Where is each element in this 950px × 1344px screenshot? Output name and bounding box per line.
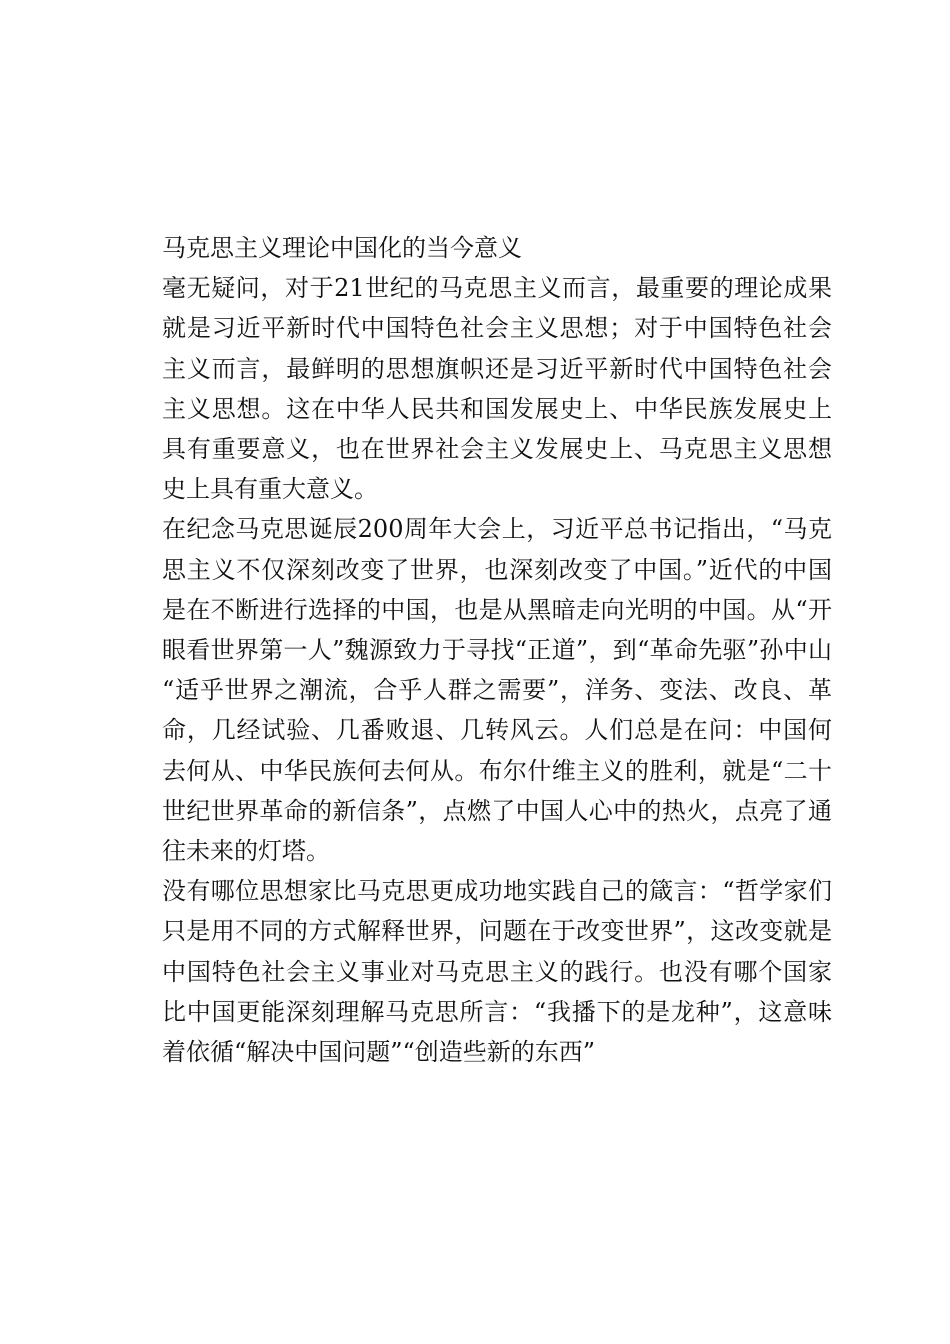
- document-title: 马克思主义理论中国化的当今意义: [162, 234, 522, 262]
- paragraph-3: 没有哪位思想家比马克思更成功地实践自己的箴言：“哲学家们只是用不同的方式解释世界，问题在于改变世界”，这改变就是中国特色社会主义事业对马克思主义的践行。也没有哪个国家比中国更能深刻理解马克思所言：“我播下的是龙种”，这意味着依循“解决中国问题”“创造些新的东西”: [162, 877, 832, 1067]
- document-page: [162, 228, 832, 1072]
- paragraph-2: 在纪念马克思诞辰200周年大会上，习近平总书记指出，“马克思主义不仅深刻改变了世界，也深刻改变了中国。”近代的中国是在不断进行选择的中国，也是从黑暗走向光明的中国。从“开眼看世界第一人”魏源致力于寻找“正道”，到“革命先驱”孙中山“适乎世界之潮流，合乎人群之需要”，洋务、变法、改良、革命，几经试验、几番败退、几转风云。人们总是在问：中国何去何从、中华民族何去何从。布尔什维主义的胜利，就是“二十世纪世界革命的新信条”，点燃了中国人心中的热火，点亮了通往未来的灯塔。: [162, 515, 832, 866]
- paragraph-1: 毫无疑问，对于21世纪的马克思主义而言，最重要的理论成果就是习近平新时代中国特色社会主义思想；对于中国特色社会主义而言，最鲜明的思想旗帜还是习近平新时代中国特色社会主义思想。这在中华人民共和国发展史上、中华民族发展史上具有重要意义，也在世界社会主义发展史上、马克思主义思想史上具有重大意义。: [162, 274, 832, 504]
